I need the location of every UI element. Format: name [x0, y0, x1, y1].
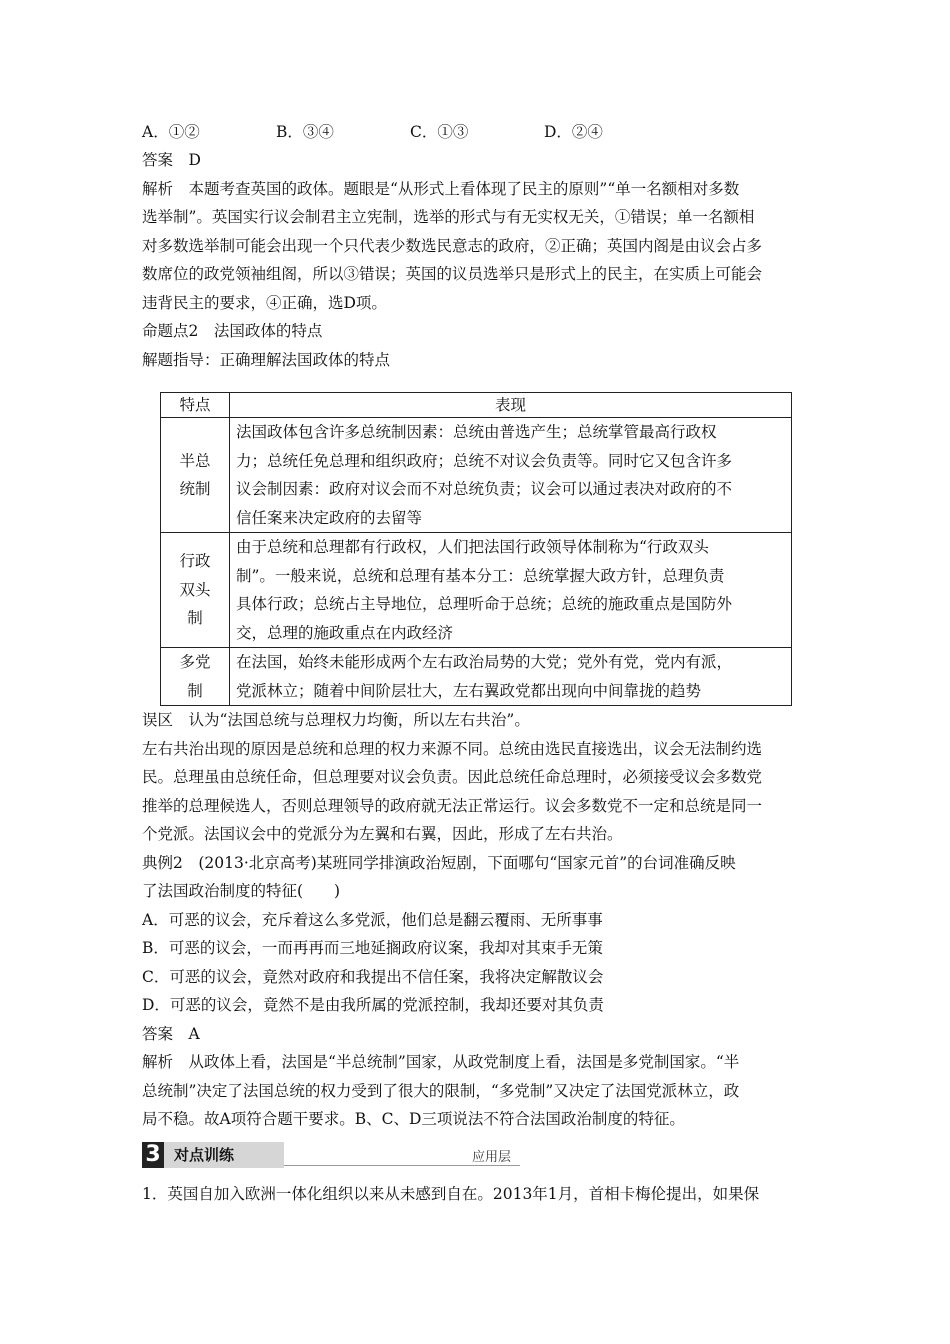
- option-d: D．②④: [544, 123, 603, 141]
- example-stem: 典例2 (2013·北京高考)某班同学排演政治短剧，下面哪句“国家元首”的台词准确反映: [142, 853, 736, 872]
- analysis-line: 数席位的政党领袖组阁，所以③错误；英国的议员选举只是形式上的民主，在实质上可能会: [142, 265, 763, 283]
- features-table: [160, 392, 792, 706]
- example-stem: 了法国政治制度的特征( ): [142, 882, 341, 900]
- performance-cell: 法国政体包含许多总统制因素：总统由普选产生；总统掌管最高行政权 力；总统任免总理和组织政府；总统不对议会负责等。同时它又包含许多 议会制因素：政府对议会而不对总统负责；议会可以通过表决对政府的不 信任案来决定政府的去留等: [230, 418, 792, 533]
- section-divider: [284, 1165, 520, 1166]
- section-number: 3: [142, 1142, 164, 1168]
- example-option: A．可恶的议会，充斥着这么多党派，他们总是翻云覆雨、无所事事: [142, 910, 603, 929]
- table-row: [161, 418, 792, 533]
- next-question: 1．英国自加入欧洲一体化组织以来从未感到自在。2013年1月，首相卡梅伦提出，如果保: [142, 1184, 760, 1203]
- analysis-line: 违背民主的要求，④正确，选D项。: [142, 293, 387, 312]
- table-row: [161, 533, 792, 648]
- example-option: D．可恶的议会，竟然不是由我所属的党派控制，我却还要对其负责: [142, 996, 604, 1014]
- option-a: A．①②: [142, 123, 200, 141]
- example-analysis: 总统制”决定了法国总统的权力受到了很大的限制，“多党制”又决定了法国党派林立，政: [142, 1081, 740, 1100]
- misconception-line: 个党派。法国议会中的党派分为左翼和右翼，因此，形成了左右共治。: [142, 825, 623, 843]
- analysis-line: 解析 本题考查英国的政体。题眼是“从形式上看体现了民主的原则”“单一名额相对多数: [142, 179, 740, 198]
- feature-cell: 半总 统制: [161, 418, 230, 533]
- misconception: [142, 706, 810, 849]
- guide-text: 解题指导：正确理解法国政体的特点: [142, 350, 391, 369]
- example-analysis: 解析 从政体上看，法国是“半总统制”国家，从政党制度上看，法国是多党制国家。“半: [142, 1053, 740, 1071]
- q1-answer: 答案 D: [142, 151, 201, 169]
- section-header: [142, 1142, 810, 1168]
- table-header-row: [161, 393, 792, 418]
- misconception-line: 民。总理虽由总统任命，但总理要对议会负责。因此总统任命总理时，必须接受议会多数党: [142, 768, 763, 786]
- misconception-line: 误区 认为“法国总统与总理权力均衡，所以左右共治”。: [142, 711, 530, 729]
- performance-cell: 在法国，始终未能形成两个左右政治局势的大党；党外有党，党内有派， 党派林立；随着中间阶层壮大，左右翼政党都出现向中间靠拢的趋势: [230, 648, 792, 706]
- header-feature: 特点: [161, 393, 230, 418]
- misconception-line: 推举的总理候选人，否则总理领导的政府就无法正常运行。议会多数党不一定和总统是同一: [142, 796, 763, 815]
- section-title: 对点训练: [164, 1142, 284, 1168]
- example-2: [142, 849, 810, 1134]
- example-answer: 答案 A: [142, 1024, 200, 1043]
- analysis-line: 选举制”。英国实行议会制君主立宪制，选举的形式与有无实权无关，①错误；单一名额相: [142, 208, 755, 226]
- feature-cell: 行政 双头 制: [161, 533, 230, 648]
- table-row: [161, 648, 792, 706]
- analysis-line: 对多数选举制可能会出现一个只代表少数选民意志的政府，②正确；英国内阁是由议会占多: [142, 236, 763, 255]
- misconception-line: 左右共治出现的原因是总统和总理的权力来源不同。总统由选民直接选出，议会无法制约选: [142, 739, 763, 758]
- q1-analysis: [142, 175, 810, 318]
- example-option: C．可恶的议会，竟然对政府和我提出不信任案，我将决定解散议会: [142, 967, 604, 986]
- option-b: B．③④: [276, 123, 334, 141]
- point-title: 命题点2 法国政体的特点: [142, 322, 323, 340]
- q1-options: [142, 118, 810, 146]
- performance-cell: 由于总统和总理都有行政权，人们把法国行政领导体制称为“行政双头 制”。一般来说，总统和总理有基本分工：总统掌握大政方针，总理负责 具体行政；总统占主导地位，总理听命于总统；总统的施政重点是国防外 交，总理的施政重点在内政经济: [230, 533, 792, 648]
- document-page: [142, 118, 810, 1208]
- example-option: B．可恶的议会，一而再再而三地延搁政府议案，我却对其束手无策: [142, 939, 603, 957]
- section-level: 应用层: [472, 1149, 512, 1165]
- option-c: C．①③: [410, 123, 469, 141]
- header-performance: 表现: [230, 393, 792, 418]
- feature-cell: 多党 制: [161, 648, 230, 706]
- example-analysis: 局不稳。故A项符合题干要求。B、C、D三项说法不符合法国政治制度的特征。: [142, 1110, 685, 1128]
